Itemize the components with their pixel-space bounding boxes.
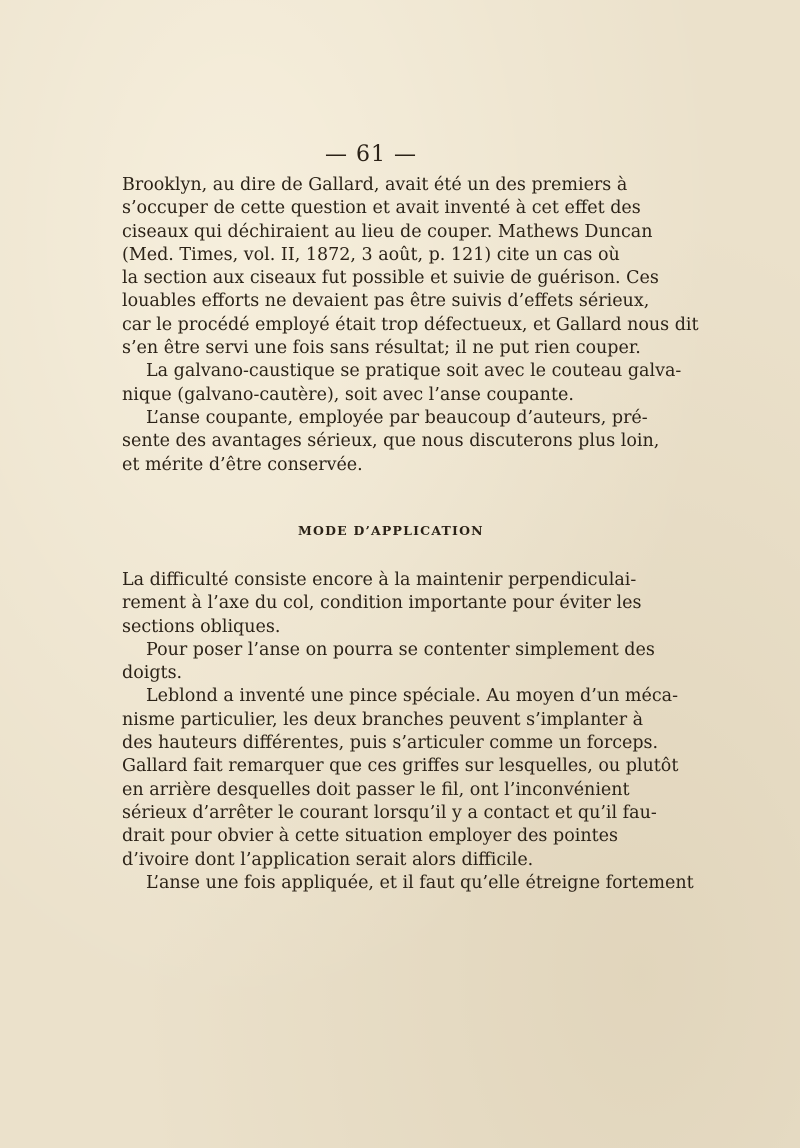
text-block-bottom [122, 569, 694, 895]
text-line: L’anse une fois appliquée, et il faut qu’elle étreigne fortement [146, 872, 694, 893]
section-heading: MODE D’APPLICATION [298, 523, 484, 538]
text-line: s’en être servi une fois sans résultat; il ne put rien couper. [122, 338, 641, 359]
text-line: Brooklyn, au dire de Gallard, avait été un des premiers à [122, 175, 628, 195]
text-line: La galvano-caustique se pratique soit avec le couteau galva- [146, 361, 682, 382]
text-line: car le procédé employé était trop défectueux, et Gallard nous dit [122, 314, 699, 335]
text-line: ciseaux qui déchiraient au lieu de couper. Mathews Duncan [122, 221, 653, 242]
page-number: — 61 — [325, 142, 417, 167]
text-line: nique (galvano-cautère), soit avec l’anse coupante. [122, 384, 574, 405]
text-line: la section aux ciseaux fut possible et suivie de guérison. Ces [122, 268, 659, 289]
text-line: louables efforts ne devaient pas être suivis d’effets sérieux, [122, 291, 650, 312]
text-block-top [122, 174, 699, 477]
text-line: L’anse coupante, employée par beaucoup d’auteurs, pré- [146, 407, 648, 428]
text-line: et mérite d’être conservée. [122, 454, 363, 475]
text-line: La difficulté consiste encore à la maintenir perpendiculai- [122, 570, 637, 590]
text-line: Leblond a inventé une pince spéciale. Au moyen d’un méca- [146, 686, 679, 707]
text-line: en arrière desquelles doit passer le fil, ont l’inconvénient [122, 779, 630, 800]
text-line: nisme particulier, les deux branches peuvent s’implanter à [122, 709, 644, 730]
text-line: (Med. Times, vol. II, 1872, 3 août, p. 121) cite un cas où [122, 244, 620, 265]
text-line: Gallard fait remarquer que ces griffes sur lesquelles, ou plutôt [122, 756, 679, 777]
text-line: s’occuper de cette question et avait inventé à cet effet des [122, 198, 641, 219]
text-line: sections obliques. [122, 616, 281, 637]
text-line: sente des avantages sérieux, que nous discuterons plus loin, [122, 431, 660, 452]
text-line: doigts. [122, 663, 183, 684]
text-line: des hauteurs différentes, puis s’articuler comme un forceps. [122, 733, 659, 754]
text-line: d’ivoire dont l’application serait alors difficile. [122, 849, 534, 870]
text-line: Pour poser l’anse on pourra se contenter simplement des [146, 639, 655, 660]
text-line: sérieux d’arrêter le courant lorsqu’il y a contact et qu’il fau- [122, 802, 657, 823]
text-line: drait pour obvier à cette situation employer des pointes [122, 826, 618, 847]
text-line: rement à l’axe du col, condition importante pour éviter les [122, 593, 642, 614]
